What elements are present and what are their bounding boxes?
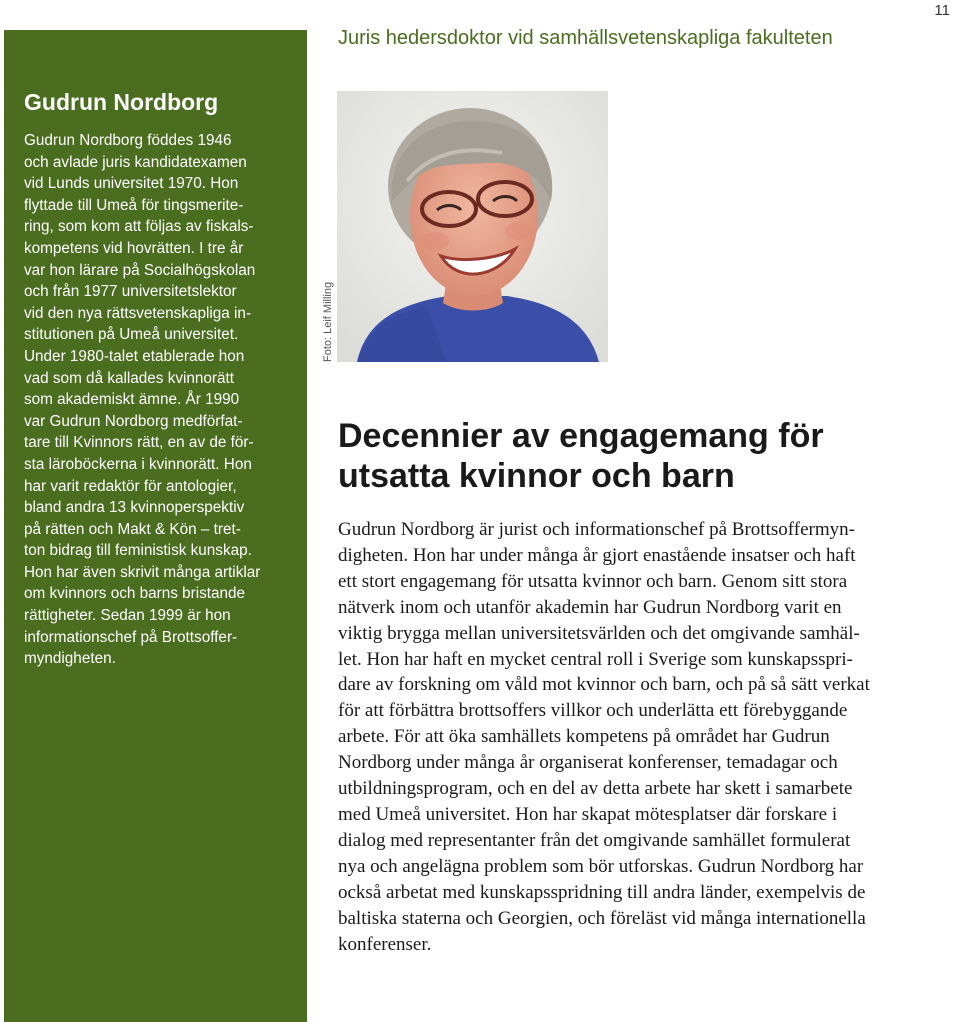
article-body [338, 517, 948, 957]
portrait-photo [337, 91, 608, 362]
running-header: Juris hedersdoktor vid samhällsvetenskapliga fakulteten [338, 27, 833, 49]
sidebar-line: flyttade till Umeå för tingsmerite- [24, 196, 244, 214]
sidebar-line: sta läroböckerna i kvinnorätt. Hon [24, 455, 252, 473]
page-number: 11 [934, 2, 950, 19]
article-line: Gudrun Nordborg är jurist och informationschef på Brottsoffermyn- [338, 519, 855, 540]
article-line: viktig brygga mellan universitetsvärlden och det omgivande samhäl- [338, 622, 860, 644]
article-line: arbete. För att öka samhällets kompetens på området har Gudrun [338, 726, 830, 748]
sidebar-line: Hon har även skrivit många artiklar [24, 563, 261, 581]
article-line: nya och angelägna problem som bör utforskas. Gudrun Nordborg har [338, 855, 864, 877]
sidebar-line: vid Lunds universitet 1970. Hon [24, 175, 239, 193]
sidebar-line: på rätten och Makt & Kön – tret- [24, 520, 241, 538]
sidebar-line: Gudrun Nordborg föddes 1946 [24, 132, 232, 149]
article-line: ett stort engagemang för utsatta kvinnor och barn. Genom sitt stora [338, 570, 848, 592]
article-line: utbildningsprogram, och en del av detta arbete har skett i samarbete [338, 778, 853, 800]
article-line: också arbetat med kunskapsspridning till andra länder, exempelvis de [338, 881, 866, 903]
article-line: för att förbättra brottsoffers villkor och underlätta ett förebyggande [338, 700, 848, 722]
sidebar-line: var hon lärare på Socialhögskolan [24, 261, 256, 279]
sidebar-line: Under 1980-talet etablerade hon [24, 347, 245, 365]
article-line: digheten. Hon har under många år gjort enastående insatser och haft [338, 544, 856, 566]
sidebar-line: har varit redaktör för antologier, [24, 477, 237, 495]
sidebar-line: om kvinnors och barns bristande [24, 585, 246, 603]
sidebar-line: som akademiskt ämne. År 1990 [24, 391, 240, 409]
sidebar-line: stitutionen på Umeå universitet. [24, 326, 239, 344]
article-line: dare av forskning om våld mot kvinnor och barn, och på så sätt verkat [338, 674, 870, 696]
sidebar-line: var Gudrun Nordborg medförfat- [24, 412, 243, 430]
sidebar-title: Gudrun Nordborg [24, 89, 219, 115]
sidebar-line: myndigheten. [24, 650, 116, 668]
sidebar-body [24, 130, 293, 670]
portrait-illustration [337, 91, 608, 362]
photo-credit: Foto: Leif Milling [322, 281, 334, 362]
sidebar-line: tare till Kvinnors rätt, en av de för- [24, 434, 254, 452]
sidebar-line: vid den nya rättsvetenskapliga in- [24, 304, 252, 322]
sidebar-line: och avlade juris kandidatexamen [24, 153, 247, 171]
article-line: konferenser. [338, 933, 432, 955]
bio-sidebar [4, 30, 307, 1022]
sidebar-line: ton bidrag till feministisk kunskap. [24, 542, 252, 560]
sidebar-line: informationschef på Brottsoffer- [24, 628, 238, 646]
article-headline [338, 416, 938, 496]
sidebar-line: och från 1977 universitetslektor [24, 283, 237, 301]
headline-line: utsatta kvinnor och barn [338, 457, 735, 495]
article-line: let. Hon har haft en mycket central roll i Sverige som kunskapsspri- [338, 648, 853, 670]
article-line: med Umeå universitet. Hon har skapat mötesplatser där forskare i [338, 803, 838, 825]
headline-line: Decennier av engagemang för [338, 417, 824, 455]
article-line: dialog med representanter från det omgivande samhället formulerat [338, 829, 851, 851]
sidebar-line: bland andra 13 kvinnoperspektiv [24, 499, 245, 517]
sidebar-line: rättigheter. Sedan 1999 är hon [24, 607, 231, 625]
article-line: nätverk inom och utanför akademin har Gudrun Nordborg varit en [338, 596, 842, 618]
article-line: Nordborg under många år organiserat konferenser, temadagar och [338, 752, 838, 774]
article-line: baltiska staterna och Georgien, och föreläst vid många internationella [338, 907, 866, 929]
sidebar-line: ring, som kom att följas av fiskals- [24, 218, 254, 236]
sidebar-line: kompetens vid hovrätten. I tre år [24, 239, 244, 257]
sidebar-line: vad som då kallades kvinnorätt [24, 369, 235, 387]
